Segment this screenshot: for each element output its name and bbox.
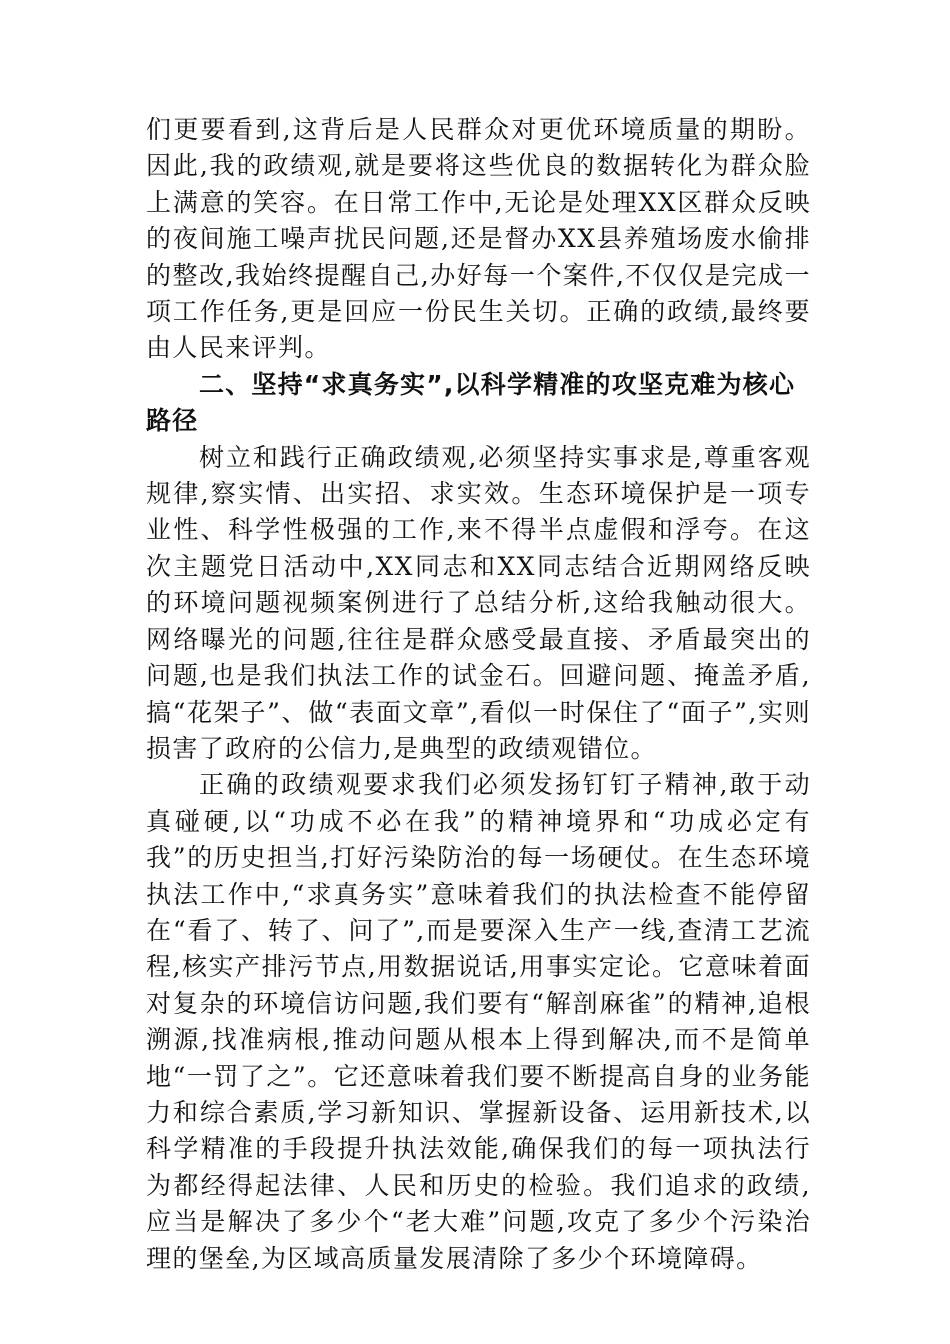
section-heading-line-2: 路径 xyxy=(146,406,199,436)
body-paragraph: 树立和践行正确政绩观,必须坚持实事求是,尊重客观规律,察实情、出实招、求实效。生态环境保护是一项专业性、科学性极强的工作,来不得半点虚假和浮夸。在这次主题党日活动中,XX同志和XX同志结合近期网络反映的环境问题视频案例进行了总结分析,这给我触动很大。网络曝光的问题,往往是群众感受最直接、矛盾最突出的问题,也是我们执法工作的试金石。回避问题、掩盖矛盾,搞“花架子”、做“表面文章”,看似一时保住了“面子”,实则损害了政府的公信力,是典型的政绩观错位。 xyxy=(146,442,811,763)
section-heading xyxy=(146,367,811,440)
document-body xyxy=(146,112,811,1277)
continuation-paragraph: 们更要看到,这背后是人民群众对更优环境质量的期盼。因此,我的政绩观,就是要将这些优良的数据转化为群众脸上满意的笑容。在日常工作中,无论是处理XX区群众反映的夜间施工噪声扰民问题,还是督办XX县养殖场废水偷排的整改,我始终提醒自己,办好每一个案件,不仅仅是完成一项工作任务,更是回应一份民生关切。正确的政绩,最终要由人民来评判。 xyxy=(146,115,811,363)
body-paragraph: 正确的政绩观要求我们必须发扬钉钉子精神,敢于动真碰硬,以“功成不必在我”的精神境界和“功成必定有我”的历史担当,打好污染防治的每一场硬仗。在生态环境执法工作中,“求真务实”意味着我们的执法检查不能停留在“看了、转了、问了”,而是要深入生产一线,查清工艺流程,核实产排污节点,用数据说话,用事实定论。它意味着面对复杂的环境信访问题,我们要有“解剖麻雀”的精神,追根溯源,找准病根,推动问题从根本上得到解决,而不是简单地“一罚了之”。它还意味着我们要不断提高自身的业务能力和综合素质,学习新知识、掌握新设备、运用新技术,以科学精准的手段提升执法效能,确保我们的每一项执法行为都经得起法律、人民和历史的检验。我们追求的政绩,应当是解决了多少个“老大难”问题,攻克了多少个污染治理的堡垒,为区域高质量发展清除了多少个环境障碍。 xyxy=(146,770,811,1273)
section-heading-line-1: 二、坚持“求真务实”,以科学精准的攻坚克难为核心 xyxy=(199,369,796,399)
